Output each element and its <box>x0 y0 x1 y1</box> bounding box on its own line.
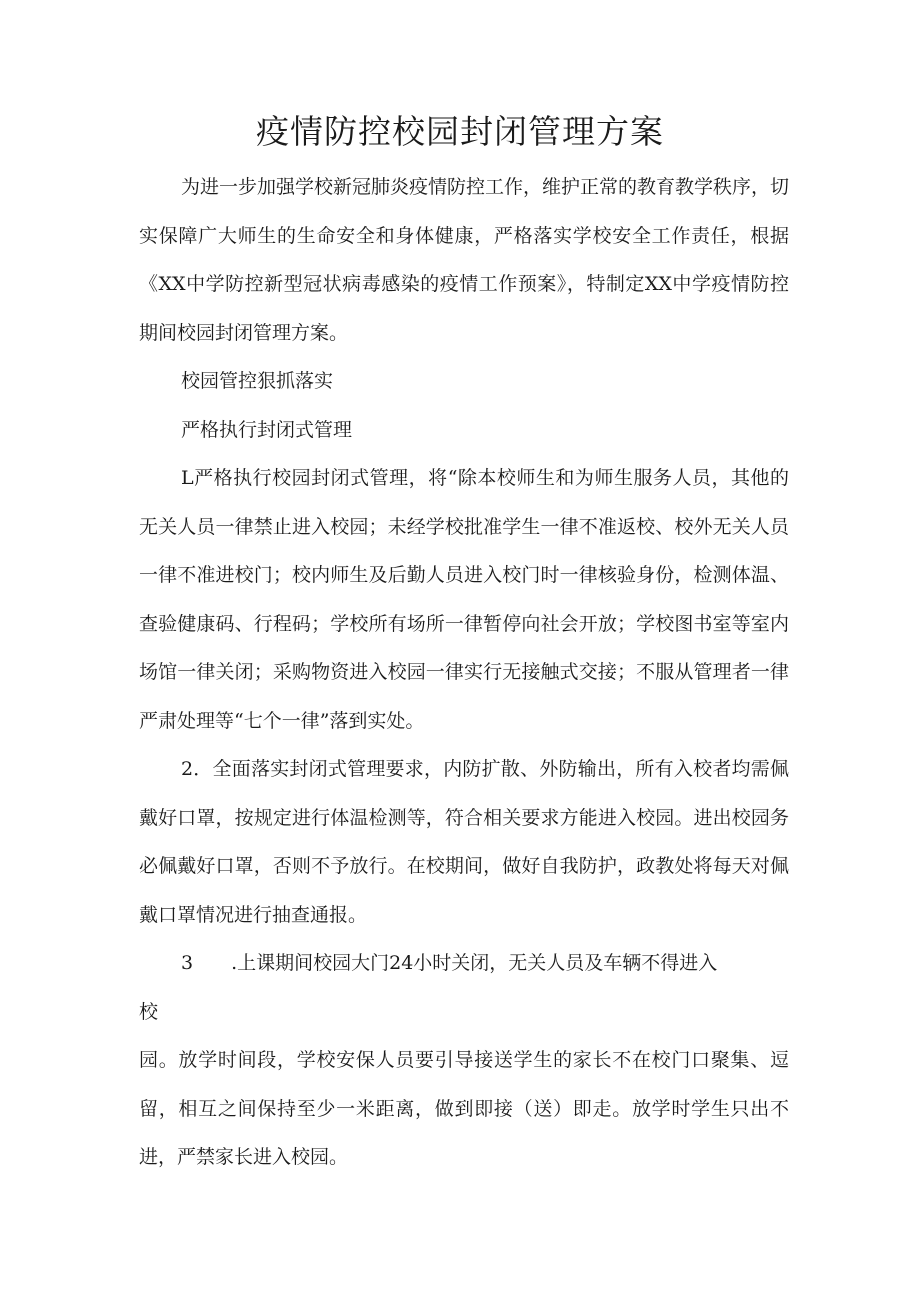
document-body <box>139 163 789 1182</box>
item-3-paragraph: 3 .上课期间校园大门24小时关闭，无关人员及车辆不得进入 <box>181 952 718 974</box>
item-3-continuation-paragraph: 园。放学时间段，学校安保人员要引导接送学生的家长不在校门口聚集、逗留，相互之间保持至少一米距离，做到即接（送）即走。放学时学生只出不进，严禁家长进入校园。 <box>139 1049 789 1168</box>
document-title: 疫情防控校园封闭管理方案 <box>256 112 664 151</box>
subsection-heading-closed-management: 严格执行封闭式管理 <box>181 418 353 441</box>
item-2-paragraph: 2．全面落实封闭式管理要求，内防扩散、外防输出，所有入校者均需佩戴好口罩，按规定进行体温检测等，符合相关要求方能进入校园。进出校园务必佩戴好口罩，否则不予放行。在校期间，做好自我防护，政教处将每天对佩戴口罩情况进行抽查通报。 <box>139 758 789 926</box>
section-heading-campus-control: 校园管控狠抓落实 <box>181 370 334 392</box>
item-1-paragraph: L严格执行校园封闭式管理，将“除本校师生和为师生服务人员，其他的无关人员一律禁止进入校园；未经学校批准学生一律不准返校、校外无关人员一律不准进校门；校内师生及后勤人员进入校门时一律核验身份，检测体温、查验健康码、行程码；学校所有场所一律暂停向社会开放；学校图书室等室内场馆一律关闭；采购物资进入校园一律实行无接触式交接；不服从管理者一律严肃处理等“七个一律”落到实处。 <box>139 467 789 732</box>
item-3-continuation-line: 校 <box>139 1000 159 1023</box>
intro-paragraph: 为进一步加强学校新冠肺炎疫情防控工作，维护正常的教育教学秩序，切实保障广大师生的生命安全和身体健康，严格落实学校安全工作责任，根据《XX中学防控新型冠状病毒感染的疫情工作预案》，特制定XX中学疫情防控期间校园封闭管理方案。 <box>139 176 790 344</box>
